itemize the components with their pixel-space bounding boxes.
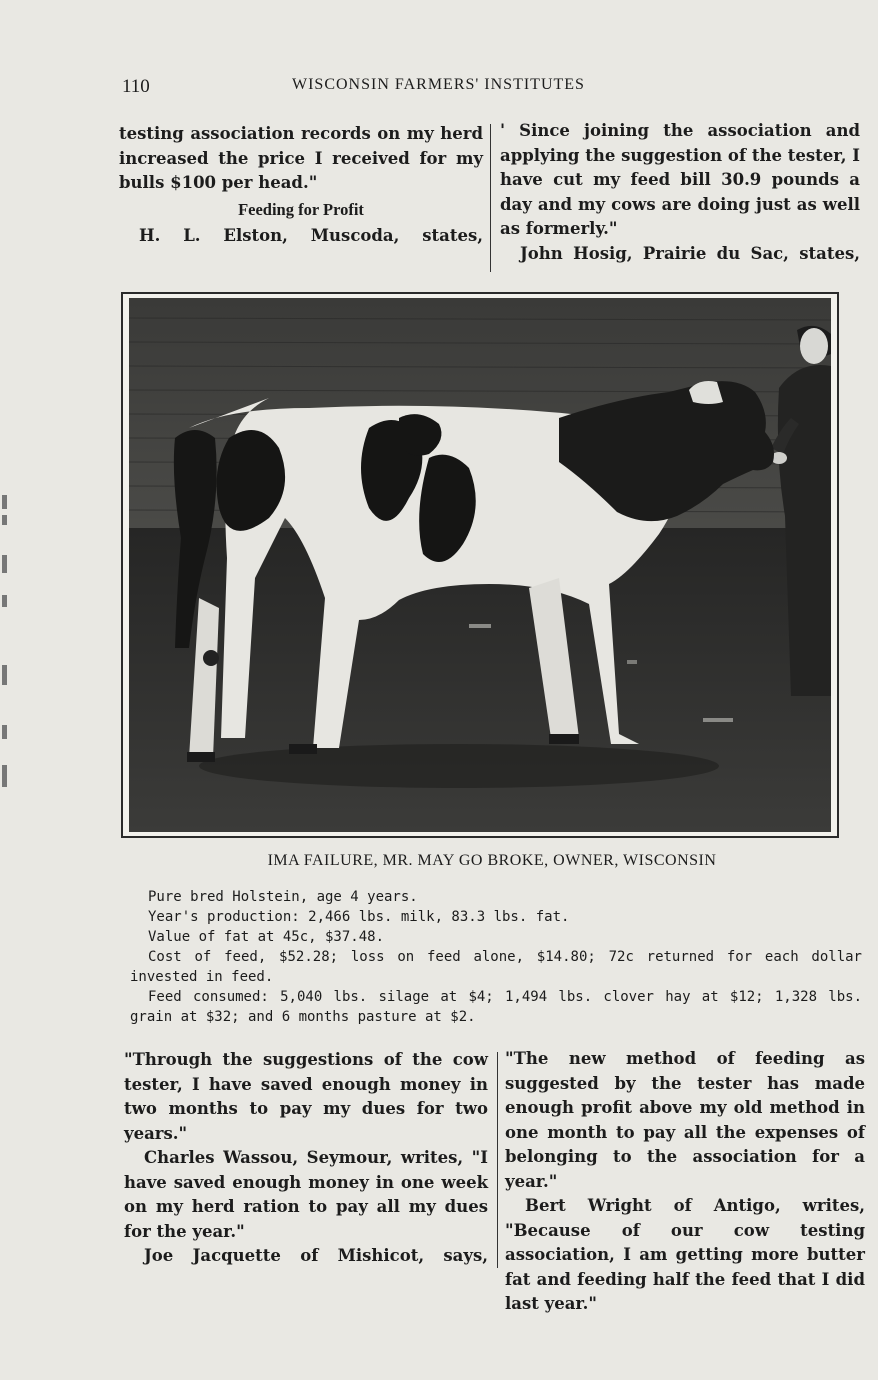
photo-caption: IMA FAILURE, MR. MAY GO BROKE, OWNER, WISCONSIN	[267, 852, 717, 869]
top-left-column	[119, 122, 483, 249]
text-line: H. L. Elston, Muscoda, states,	[139, 226, 483, 245]
top-right-column	[500, 119, 860, 266]
paragraph: Joe Jacquette of Mishicot, says,	[144, 1246, 488, 1265]
column-rule	[490, 124, 491, 272]
paragraph: Charles Wassou, Seymour, writes, "I have saved enough money in one week on my herd ration to pay all my dues for the year."	[124, 1148, 488, 1241]
paragraph: "Through the suggestions of the cow tester, I have saved enough money in two months to pay my dues for two years."	[124, 1050, 488, 1143]
stat-line: Cost of feed, $52.28; loss on feed alone, $14.80; 72c returned for each dollar invested in feed.	[130, 949, 862, 985]
paragraph: ' Since joining the association and applying the suggestion of the tester, I have cut my feed bill 30.9 pounds a day and my cows are doing just as well as formerly."	[500, 121, 860, 238]
stat-line: Year's production: 2,466 lbs. milk, 83.3 lbs. fat.	[148, 909, 570, 925]
cow-statistics	[130, 887, 862, 1027]
stat-line: Feed consumed: 5,040 lbs. silage at $4; 1,494 lbs. clover hay at $12; 1,328 lbs. grain at $32; and 6 months pasture at $2.	[130, 989, 862, 1025]
photo-frame	[121, 292, 839, 838]
stat-line: Pure bred Holstein, age 4 years.	[148, 889, 418, 905]
text-line: bulls $100 per head."	[119, 173, 318, 192]
paragraph: "The new method of feeding as suggested by the tester has made enough profit above my old method in one month to pay all the expenses of belonging to the association for a year."	[505, 1049, 865, 1191]
stat-line: Value of fat at 45c, $37.48.	[148, 929, 385, 945]
text-line: John Hosig, Prairie du Sac, states,	[520, 243, 860, 263]
text-line: increased the price I received for my	[119, 148, 483, 168]
page-number: 110	[122, 76, 150, 97]
running-head: WISCONSIN FARMERS' INSTITUTES	[292, 76, 585, 93]
paragraph: Bert Wright of Antigo, writes, "Because of our cow testing association, I am getting more butter fat and feeding half the feed that I did last year."	[505, 1196, 865, 1313]
binding-edge-marks	[0, 495, 10, 795]
section-heading: Feeding for Profit	[238, 199, 364, 219]
bottom-left-column	[124, 1048, 488, 1269]
column-rule	[497, 1052, 498, 1268]
text-line: testing association records on my herd	[119, 124, 483, 143]
bottom-right-column	[505, 1047, 865, 1317]
cow-photograph	[129, 298, 831, 832]
